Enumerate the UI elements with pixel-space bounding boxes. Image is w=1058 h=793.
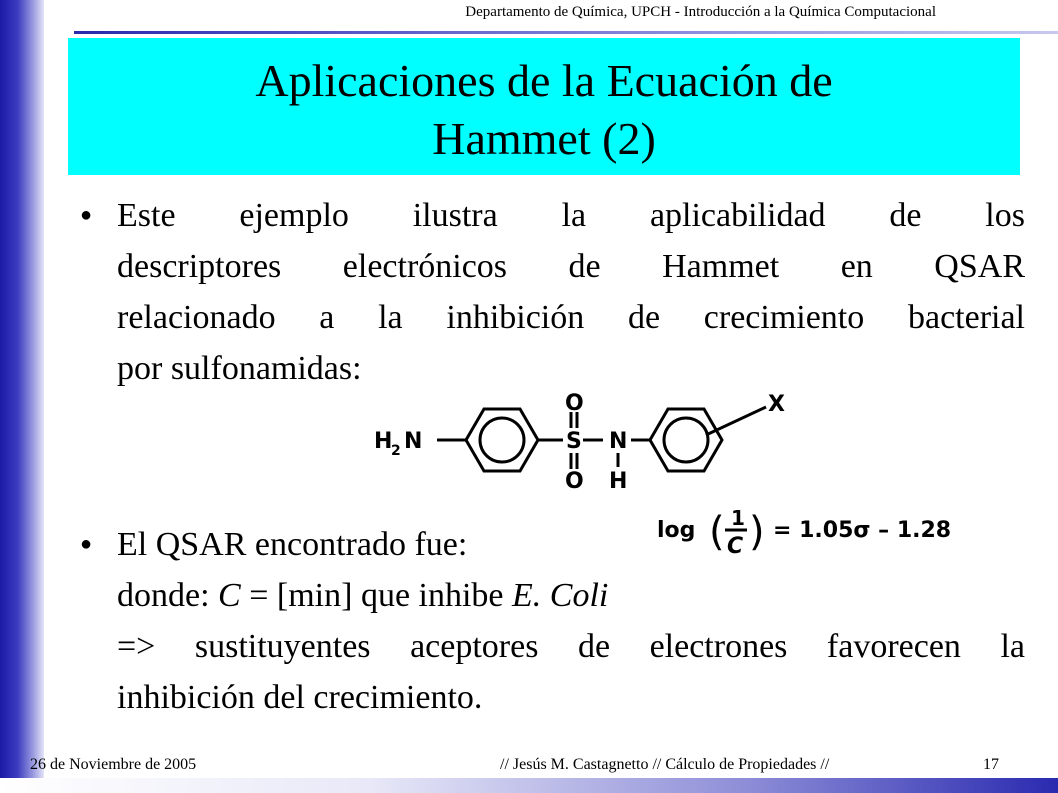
bullet-1-line-3: relacionado a la inhibición de crecimiento bacterial [117, 299, 1025, 336]
eq-rhs: = 1.05σ – 1.28 [773, 518, 952, 543]
footer-page-number: 17 [983, 756, 999, 773]
slide-title [68, 38, 1020, 175]
left-ring-circle [480, 418, 524, 462]
label-n-left: N [404, 429, 423, 454]
bottom-decorative-bar [0, 778, 1058, 793]
bullet-2-line-1: El QSAR encontrado fue: [117, 526, 468, 563]
bullet-2-line-4: inhibición del crecimiento. [117, 679, 483, 716]
eq-paren-left: ( [709, 509, 725, 555]
right-ring-circle [664, 418, 708, 462]
label-sub-2: 2 [391, 443, 401, 459]
bullet-2 [80, 519, 1025, 723]
bond-ring-x [706, 407, 766, 435]
label-o-bottom: O [565, 469, 584, 494]
label-s: S [566, 429, 582, 454]
label-o-top: O [565, 391, 584, 416]
footer-date: 26 de Noviembre de 2005 [30, 756, 197, 773]
bullet-2-marker: ● [80, 533, 93, 555]
title-line-2: Hammet (2) [432, 113, 656, 164]
bullet-1-text [117, 190, 1025, 394]
bullet-1 [80, 190, 1025, 394]
line2-variable: C [218, 577, 241, 614]
eq-log: log [657, 518, 696, 543]
eq-denominator: C [727, 534, 744, 559]
title-line-1: Aplicaciones de la Ecuación de [255, 55, 833, 106]
label-x: X [768, 392, 785, 417]
label-n-amide: N [609, 429, 628, 454]
label-h: H [374, 429, 393, 454]
bullet-1-line-4: por sulfonamidas: [117, 350, 362, 387]
footer-author: // Jesús M. Castagnetto // Cálculo de Propiedades // [500, 756, 830, 773]
line2-middle: = [min] que inhibe [240, 577, 513, 614]
eq-paren-right: ) [749, 509, 765, 555]
left-decorative-bar [0, 0, 44, 793]
header-rule [74, 31, 1058, 34]
header-department: Departamento de Química, UPCH - Introducción a la Química Computacional [465, 4, 936, 20]
bullet-2-line-2 [117, 570, 1025, 621]
bullet-1-marker: ● [80, 204, 93, 226]
sulfonamide-structure [368, 387, 808, 497]
bullet-1-line-1: Este ejemplo ilustra la aplicabilidad de los [117, 197, 1025, 234]
bullet-2-line-3: => sustituyentes aceptores de electrones favorecen la [117, 628, 1025, 665]
eq-numerator: 1 [731, 506, 745, 530]
line2-prefix: donde: [117, 577, 219, 614]
bullet-1-line-2: descriptores electrónicos de Hammet en QSAR [117, 248, 1025, 285]
line2-organism: E. Coli [512, 577, 609, 614]
label-h-amide: H [609, 469, 628, 494]
bullet-2-text [117, 519, 1025, 723]
